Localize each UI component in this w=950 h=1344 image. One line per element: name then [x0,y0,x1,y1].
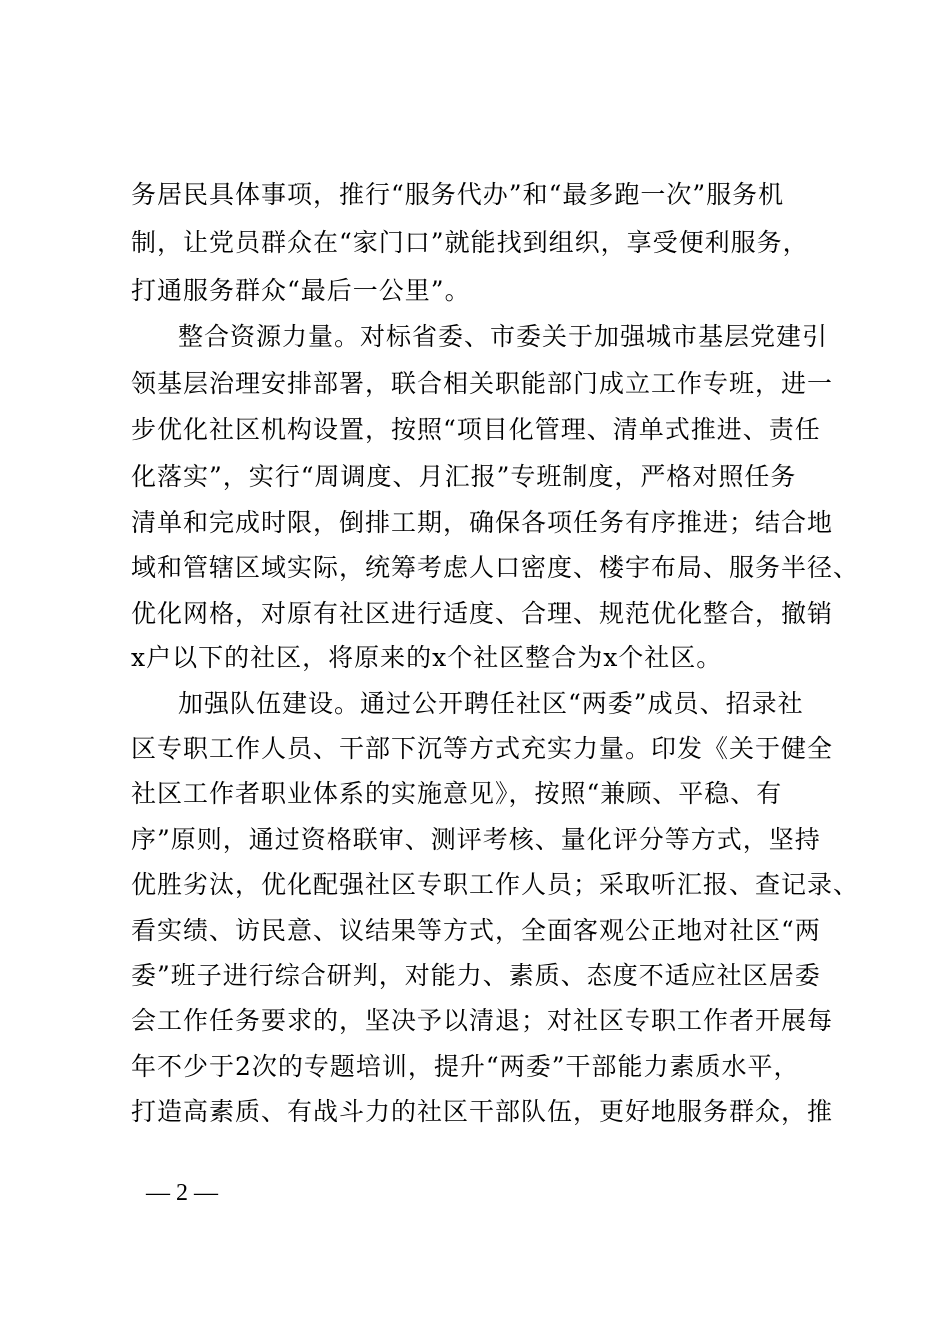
paragraph-2-line-3: 步优化社区机构设置，按照“项目化管理、清单式推进、责任 [131,415,821,444]
page-number: — 2 — [146,1180,218,1206]
paragraph-3-line-5: 优胜劣汰，优化配强社区专职工作人员；采取听汇报、查记录、 [131,870,860,899]
paragraph-2-line-1: 整合资源力量。对标省委、市委关于加强城市基层党建引 [178,322,829,351]
paragraph-2-line-6: 域和管辖区域实际，统筹考虑人口密度、楼宇布局、服务半径、 [131,553,860,582]
paragraph-3-line-6: 看实绩、访民意、议结果等方式，全面客观公正地对社区“两 [131,916,821,945]
paragraph-3-line-8: 会工作任务要求的，坚决予以清退；对社区专职工作者开展每 [131,1006,834,1035]
paragraph-2-line-8: x户以下的社区，将原来的x个社区整合为x个社区。 [131,643,723,672]
paragraph-3-line-4: 序”原则，通过资格联审、测评考核、量化评分等方式，坚持 [131,825,821,854]
paragraph-1-line-2: 制，让党员群众在“家门口”就能找到组织，享受便利服务， [131,228,809,257]
paragraph-2-line-7: 优化网格，对原有社区进行适度、合理、规范优化整合，撤销 [131,599,834,628]
paragraph-3-line-3: 社区工作者职业体系的实施意见》，按照“兼顾、平稳、有 [131,779,783,808]
paragraph-2-line-2: 领基层治理安排部署，联合相关职能部门成立工作专班，进一 [131,369,834,398]
paragraph-3-line-10: 打造高素质、有战斗力的社区干部队伍，更好地服务群众，推 [131,1097,834,1126]
paragraph-1-line-1: 务居民具体事项，推行“服务代办”和“最多跑一次”服务机 [131,180,785,209]
paragraph-1-line-3: 打通服务群众“最后一公里”。 [131,276,471,305]
paragraph-2-line-5: 清单和完成时限，倒排工期，确保各项任务有序推进；结合地 [131,508,834,537]
paragraph-2-line-4: 化落实”，实行“周调度、月汇报”专班制度，严格对照任务 [131,462,797,491]
paragraph-3-line-7: 委”班子进行综合研判，对能力、素质、态度不适应社区居委 [131,961,821,990]
paragraph-3-line-1: 加强队伍建设。通过公开聘任社区“两委”成员、招录社 [178,689,804,718]
paragraph-3-line-2: 区专职工作人员、干部下沉等方式充实力量。印发《关于健全 [131,734,834,763]
paragraph-3-line-9: 年不少于2次的专题培训，提升“两委”干部能力素质水平， [131,1052,800,1081]
